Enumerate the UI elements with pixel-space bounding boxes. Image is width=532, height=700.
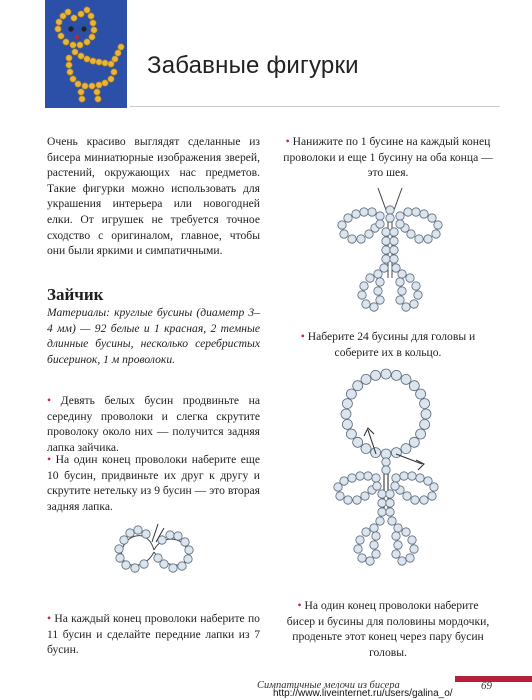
page-footer <box>255 676 532 700</box>
head-bead <box>409 437 419 447</box>
page-title: Забавные фигурки <box>147 52 359 79</box>
step-4-text: Нанижите по 1 бусине на каждый конец проволоки и еще 1 бусину на оба конца — это шея. <box>283 135 493 180</box>
head-bead <box>342 419 352 429</box>
step-6 <box>282 598 494 660</box>
footer-book-title: Симпатичные мелочи из бисера <box>257 680 400 691</box>
head-bead <box>420 399 430 409</box>
beaded-cat-icon <box>45 0 127 108</box>
head-bead <box>401 444 411 454</box>
step-1-text: Девять белых бусин продвиньте на середину проволоки и слегка скрутите проволоку около них — получится задняя лапка зайчика. <box>47 394 260 454</box>
head-bead <box>346 429 356 439</box>
header-rule <box>130 106 500 107</box>
bullet-marker: • <box>47 394 52 407</box>
step-2-text: На один конец проволоки наберите еще 10 бусин, придвиньте их друг к другу и скрутите нетельку из 9 бусин — это вторая задняя лапка. <box>47 453 261 513</box>
head-bead <box>416 429 426 439</box>
head-bead <box>391 448 401 458</box>
head-bead <box>381 369 391 379</box>
head-bead <box>401 374 411 384</box>
materials-paragraph: Материалы: круглые бусины (диаметр 3–4 мм) — 92 белые и 1 красная, 2 темные длинные бусины, несколько серебристых бисеринок, 1 м проволоки. <box>47 306 260 366</box>
head-bead <box>361 374 371 384</box>
head-bead <box>342 399 352 409</box>
section-heading: Зайчик <box>47 285 104 304</box>
watermark-url[interactable]: http://www.liveinternet.ru/users/galina_o/ <box>273 688 453 699</box>
head-bead <box>371 370 381 380</box>
bullet-marker: • <box>47 612 52 625</box>
header-illustration-box <box>45 0 127 108</box>
step-5 <box>282 329 494 360</box>
bullet-marker: • <box>297 599 302 612</box>
bullet-marker: • <box>285 135 290 148</box>
head-ring-diagram <box>320 366 460 591</box>
head-bead <box>361 444 371 454</box>
bullet-marker: • <box>47 453 52 466</box>
front-paws-diagram <box>326 188 456 323</box>
step-3-text: На каждый конец проволоки наберите по 11 бусин и сделайте передние лапки из 7 бусин. <box>47 612 260 657</box>
step-6-text: На один конец проволоки наберите бисер и бусины для половины мордочки, проденьте этот конец через пару бусин головы. <box>286 599 490 659</box>
step-2 <box>47 452 260 514</box>
step-4 <box>282 134 494 181</box>
head-bead <box>341 409 351 419</box>
head-bead <box>409 381 419 391</box>
head-bead <box>420 419 430 429</box>
head-bead <box>353 437 363 447</box>
bullet-marker: • <box>300 330 305 343</box>
head-bead <box>391 370 401 380</box>
page-number: 69 <box>481 680 492 692</box>
back-paws-diagram <box>100 520 200 580</box>
head-bead <box>416 389 426 399</box>
step-1 <box>47 393 260 455</box>
step-5-text: Наберите 24 бусины для головы и соберите их в кольцо. <box>307 330 476 359</box>
step-3 <box>47 611 260 658</box>
intro-paragraph: Очень красиво выглядят сделанные из бисера миниатюрные изображения зверей, растений, окружающих нас предметов. Такие фигурки можно использовать для украшения интерьера или новогодней елки. От игрушек не требуется точное сходство с оригиналом, главное, чтобы они были яркими и симпатичными. <box>47 135 260 258</box>
head-bead <box>346 389 356 399</box>
head-bead <box>353 381 363 391</box>
head-bead <box>421 409 431 419</box>
